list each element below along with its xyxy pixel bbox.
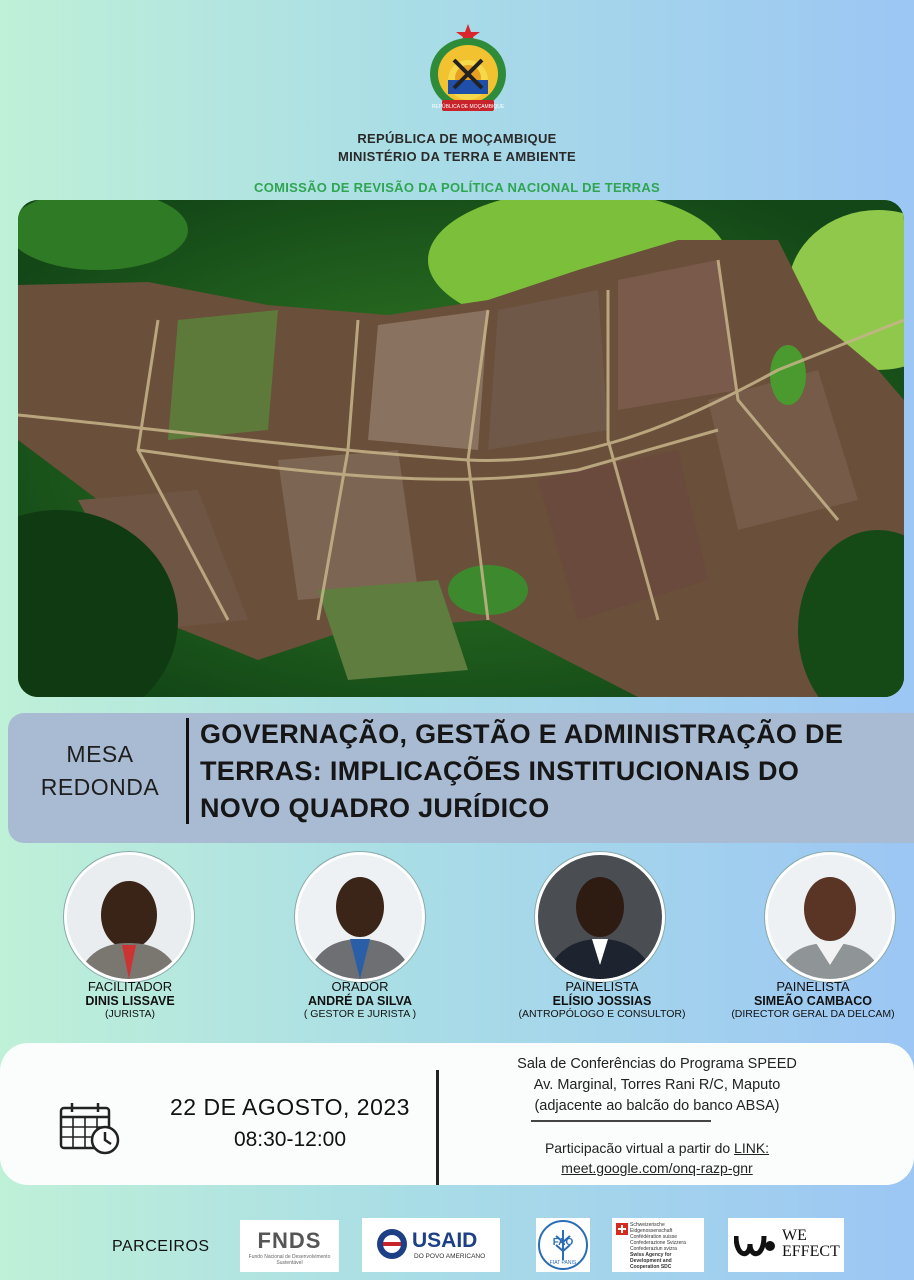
usaid-logo <box>362 1218 500 1272</box>
fnds-logo <box>240 1220 339 1272</box>
sdc-subtext: Swiss Agency for Development and Cooperation SDC <box>630 1252 672 1270</box>
event-date: 22 DE AGOSTO, 2023 <box>170 1094 410 1120</box>
speaker-photo-1 <box>64 852 194 982</box>
venue-line2: Av. Marginal, Torres Rani R/C, Maputo <box>533 1077 781 1093</box>
event-type <box>20 738 180 804</box>
aerial-farmland-photo <box>18 200 904 697</box>
virtual-prefix: Participacão virtual a partir do <box>544 1140 735 1156</box>
venue-underline <box>531 1120 711 1122</box>
sdc-line: Schweizerische Eidgenossenschaft <box>630 1222 673 1234</box>
event-title-line2: TERRAS: IMPLICAÇÕES INSTITUCIONAIS DO <box>200 756 800 786</box>
speaker-role: PAINELISTA <box>565 979 639 994</box>
speaker-credential: (DIRECTOR GERAL DA DELCAM) <box>731 1008 895 1020</box>
mozambique-emblem <box>420 22 516 120</box>
meet-link[interactable]: meet.google.com/onq-razp-gnr <box>561 1160 753 1176</box>
speaker-photo-2 <box>295 852 425 982</box>
usaid-subtext: DO POVO AMERICANO <box>414 1253 486 1260</box>
fao-logo <box>536 1218 590 1272</box>
virtual-link-label[interactable]: LINK: <box>734 1140 770 1156</box>
republic-name: REPÚBLICA DE MOÇAMBIQUE <box>357 131 557 146</box>
event-title-line1: GOVERNAÇÃO, GESTÃO E ADMINISTRAÇÃO DE <box>200 719 844 749</box>
venue-line1: Sala de Conferências do Programa SPEED <box>517 1056 797 1072</box>
avatar <box>64 852 194 982</box>
svg-text:REPÚBLICA DE MOÇAMBIQUE: REPÚBLICA DE MOÇAMBIQUE <box>431 104 505 110</box>
commission-name: COMISSÃO DE REVISÃO DA POLÍTICA NACIONAL DE TERRAS <box>254 180 660 195</box>
we-effect-line1: WE <box>782 1227 807 1244</box>
fao-subtext: FIAT PANIS <box>549 1260 577 1266</box>
venue-line3: (adjacente ao balcão do banco ABSA) <box>534 1098 780 1114</box>
speaker-credential: (JURISTA) <box>105 1008 155 1020</box>
event-title-line3: NOVO QUADRO JURÍDICO <box>200 793 550 823</box>
speaker-3 <box>492 979 712 1020</box>
title-divider <box>186 718 189 824</box>
speaker-1 <box>40 979 220 1020</box>
sdc-line: Confédération suisse <box>630 1234 677 1240</box>
event-time: 08:30-12:00 <box>233 1128 347 1151</box>
speaker-4 <box>720 979 906 1020</box>
details-divider <box>436 1070 439 1185</box>
speaker-name: SIMEÃO CAMBACO <box>753 994 873 1008</box>
speaker-name: DINIS LISSAVE <box>85 994 175 1008</box>
avatar <box>535 852 665 982</box>
event-title <box>200 716 900 827</box>
speaker-photo-3 <box>535 852 665 982</box>
speaker-role: FACILITADOR <box>87 979 173 994</box>
speaker-credential: (ANTROPÓLOGO E CONSULTOR) <box>518 1008 686 1020</box>
avatar <box>295 852 425 982</box>
event-type-line1: MESA <box>66 741 134 767</box>
fao-text: FAO <box>552 1237 574 1248</box>
sdc-line: Confederaziun svizra <box>630 1246 677 1252</box>
usaid-text: USAID <box>412 1229 478 1252</box>
speaker-name: ELÍSIO JOSSIAS <box>552 994 652 1008</box>
ministry-name: MINISTÉRIO DA TERRA E AMBIENTE <box>338 149 576 164</box>
sdc-line: Confederazione Svizzera <box>630 1240 686 1246</box>
we-effect-line2: EFFECT <box>782 1243 840 1260</box>
virtual-participation <box>448 1140 866 1156</box>
speaker-role: ORADOR <box>331 979 389 994</box>
speaker-role: PAINELISTA <box>776 979 850 994</box>
avatar <box>765 852 895 982</box>
fnds-text: FNDS <box>257 1228 322 1253</box>
speaker-credential: ( GESTOR E JURISTA ) <box>303 1008 417 1020</box>
calendar-clock-icon <box>58 1100 122 1161</box>
speaker-2 <box>270 979 450 1020</box>
speaker-name: ANDRÉ DA SILVA <box>308 994 412 1008</box>
fnds-subtext: Fundo Nacional de Desenvolvimento Sustentável <box>248 1254 331 1266</box>
we-effect-logo <box>728 1218 844 1272</box>
sdc-logo <box>612 1218 704 1272</box>
speaker-photo-4 <box>765 852 895 982</box>
partners-label: PARCEIROS <box>112 1238 210 1255</box>
event-type-line2: REDONDA <box>40 774 160 800</box>
